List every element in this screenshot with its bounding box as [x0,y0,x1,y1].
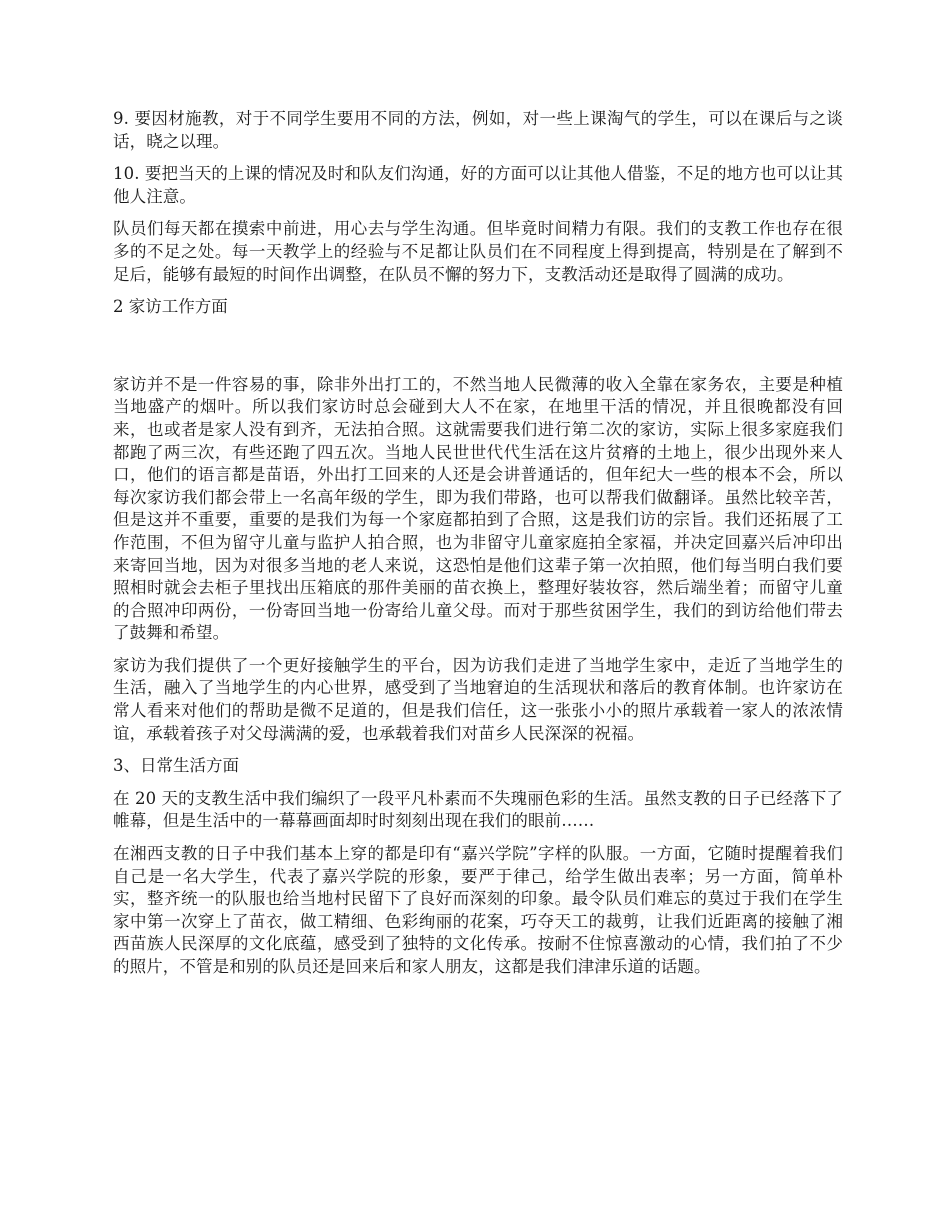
paragraph-teaching-summary: 队员们每天都在摸索中前进，用心去与学生沟通。但毕竟时间精力有限。我们的支教工作也存在很多的不足之处。每一天教学上的经验与不足都让队员们在不同程度上得到提高，特别是在了解到不足后，能够有最短的时间作出调整，在队员不懈的努力下，支教活动还是取得了圆满的成功。 [113,219,843,284]
section-heading-home-visits: 2 家访工作方面 [113,297,228,317]
paragraph-home-visits: 家访并不是一件容易的事，除非外出打工的，不然当地人民微薄的收入全靠在家务农，主要是种植当地盛产的烟叶。所以我们家访时总会碰到大人不在家，在地里干活的情况，并且很晚都没有回来，也或者是家人没有到齐，无法拍合照。这就需要我们进行第二次的家访，实际上很多家庭我们都跑了两三次，有些还跑了四五次。当地人民世世代代生活在这片贫瘠的土地上，很少出现外来人口，他们的语言都是苗语，外出打工回来的人还是会讲普通话的，但年纪大一些的根本不会，所以每次家访我们都会带上一名高年级的学生，即为我们带路，也可以帮我们做翻译。虽然比较辛苦，但是这并不重要，重要的是我们为每一个家庭都拍到了合照，这是我们访的宗旨。我们还拓展了工作范围，不但为留守儿童与监护人拍合照，也为非留守儿童家庭拍全家福，并决定回嘉兴后冲印出来寄回当地，因为对很多当地的老人来说，这恐怕是他们这辈子第一次拍照，他们每当明白我们要照相时就会去柜子里找出压箱底的那件美丽的苗衣换上，整理好装妆容，然后端坐着；而留守儿童的合照冲印两份，一份寄回当地一份寄给儿童父母。而对于那些贫困学生，我们的到访给他们带去了鼓舞和希望。 [113,374,843,643]
paragraph-daily-life-intro: 在 20 天的支教生活中我们编织了一段平凡朴素而不失瑰丽色彩的生活。虽然支教的日子已经落下了帷幕，但是生活中的一幕幕画面却时时刻刻出现在我们的眼前…… [113,788,843,831]
section-heading-daily-life: 3、日常生活方面 [113,756,239,776]
paragraph-item-10: 10. 要把当天的上课的情况及时和队友们沟通，好的方面可以让其他人借鉴，不足的地方也可以让其他人注意。 [113,164,843,206]
paragraph-item-9: 9. 要因材施教，对于不同学生要用不同的方法，例如，对一些上课淘气的学生，可以在课后与之谈话，晓之以理。 [113,109,843,151]
section-spacer [113,329,843,374]
paragraph-team-uniform: 在湘西支教的日子中我们基本上穿的都是印有“嘉兴学院”字样的队服。一方面，它随时提醒着我们自己是一名大学生，代表了嘉兴学院的形象，要严于律己，给学生做出表率；另一方面，简单朴实，整齐统一的队服也给当地村民留下了良好而深刻的印象。最令队员们难忘的莫过于我们在学生家中第一次穿上了苗衣，做工精细、色彩绚丽的花案，巧夺天工的裁剪，让我们近距离的接触了湘西苗族人民深厚的文化底蕴，感受到了独特的文化传承。按耐不住惊喜激动的心情，我们拍了不少的照片，不管是和别的队员还是回来后和家人朋友，这都是我们津津乐道的话题。 [113,844,843,976]
document-body [113,108,843,989]
paragraph-home-visits-reflection: 家访为我们提供了一个更好接触学生的平台，因为访我们走进了当地学生家中，走近了当地学生的生活，融入了当地学生的内心世界，感受到了当地窘迫的生活现状和落后的教育体制。也许家访在常人看来对他们的帮助是微不足道的，但是我们信任，这一张张小小的照片承载着一家人的浓浓情谊，承载着孩子对父母满满的爱，也承载着我们对苗乡人民深深的祝福。 [113,655,843,743]
